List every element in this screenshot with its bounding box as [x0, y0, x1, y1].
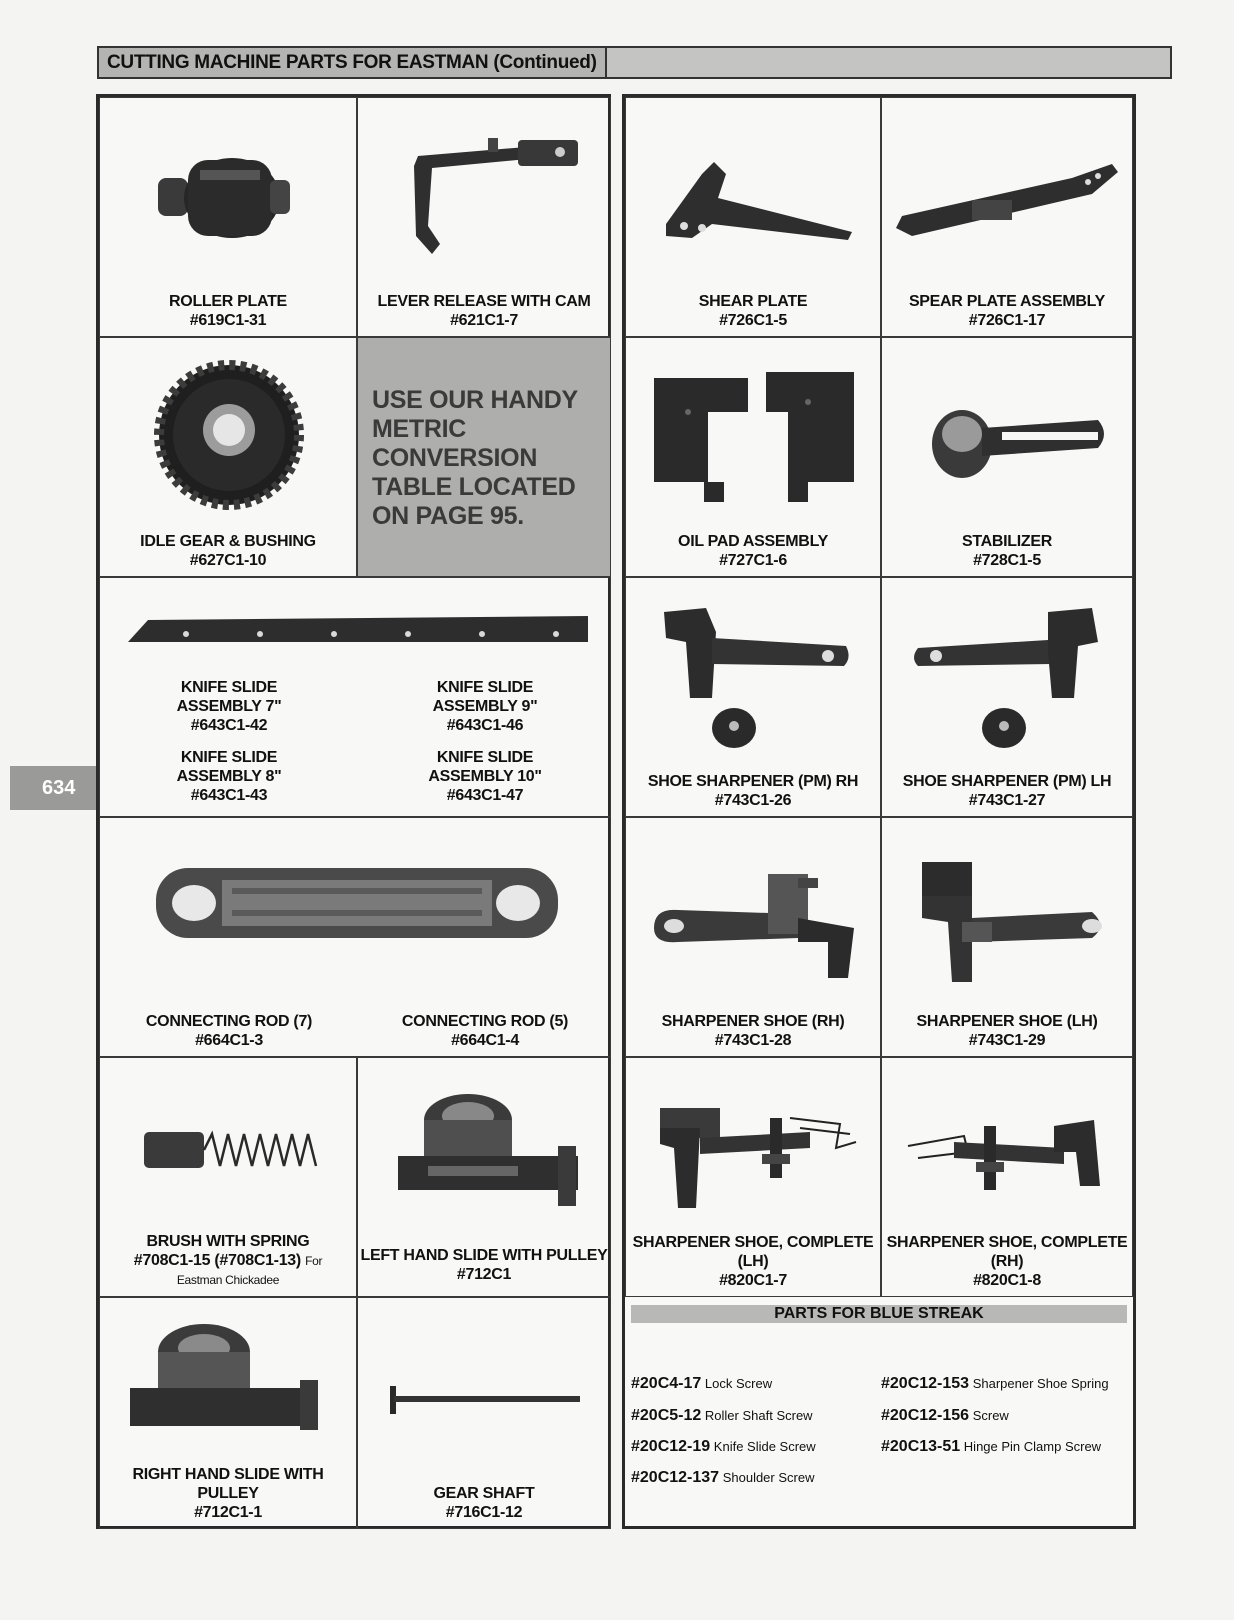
header-banner	[97, 46, 1172, 79]
gear-shaft-image	[386, 1378, 586, 1418]
shoe-pm-lh-label: SHOE SHARPENER (PM) LH #743C1-27	[902, 773, 1112, 809]
shoe-pm-rh-image	[656, 602, 856, 752]
knife-slide-10-label: KNIFE SLIDE ASSEMBLY 10" #643C1-47	[428, 749, 542, 804]
idle-gear-image	[154, 360, 304, 510]
sharpener-complete-lh-label: SHARPENER SHOE, COMPLETE (LH) #820C1-7	[632, 1234, 874, 1289]
lever-release-image	[388, 136, 588, 261]
part-left-slide	[357, 1057, 611, 1297]
sharpener-shoe-rh-label: SHARPENER SHOE (RH) #743C1-28	[661, 1013, 845, 1049]
page-number: 634	[10, 766, 96, 810]
part-idle-gear	[99, 337, 357, 577]
sharpener-complete-rh-image	[904, 1106, 1114, 1216]
connecting-rod-5-label: CONNECTING ROD (5) #664C1-4	[401, 1013, 569, 1049]
blue-streak-item: #20C12-19 Knife Slide Screw	[631, 1438, 816, 1455]
sharpener-complete-lh-image	[650, 1098, 860, 1218]
left-slide-label: LEFT HAND SLIDE WITH PULLEY #712C1	[360, 1247, 608, 1283]
idle-gear-label: IDLE GEAR & BUSHING #627C1-10	[140, 533, 316, 569]
brush-spring-image	[140, 1126, 330, 1176]
spear-plate-image	[892, 158, 1122, 238]
blue-streak-item: #20C12-137 Shoulder Screw	[631, 1469, 815, 1486]
part-sharpener-complete-rh	[881, 1057, 1133, 1297]
right-parts-panel	[622, 94, 1136, 1529]
gear-shaft-label: GEAR SHAFT #716C1-12	[433, 1485, 535, 1521]
part-gear-shaft	[357, 1297, 611, 1529]
blue-streak-title: PARTS FOR BLUE STREAK	[631, 1305, 1127, 1323]
connecting-rod-7-label: CONNECTING ROD (7) #664C1-3	[145, 1013, 313, 1049]
part-sharpener-complete-lh	[625, 1057, 881, 1297]
sharpener-shoe-lh-image	[912, 852, 1122, 992]
blue-streak-item: #20C12-153 Sharpener Shoe Spring	[881, 1375, 1109, 1392]
shear-plate-label: SHEAR PLATE #726C1-5	[698, 293, 808, 329]
spear-plate-label: SPEAR PLATE ASSEMBLY #726C1-17	[908, 293, 1106, 329]
left-slide-image	[388, 1086, 588, 1216]
part-roller-plate	[99, 97, 357, 337]
part-sharpener-shoe-rh	[625, 817, 881, 1057]
blue-streak-section	[625, 1297, 1133, 1529]
shoe-pm-rh-label: SHOE SHARPENER (PM) RH #743C1-26	[647, 773, 859, 809]
part-connecting-rods	[99, 817, 611, 1057]
part-lever-release	[357, 97, 611, 337]
left-parts-panel	[96, 94, 611, 1529]
stabilizer-label: STABILIZER #728C1-5	[961, 533, 1053, 569]
part-oil-pad	[625, 337, 881, 577]
blue-streak-item: #20C4-17 Lock Screw	[631, 1375, 773, 1392]
stabilizer-image	[922, 394, 1112, 494]
sharpener-complete-rh-label: SHARPENER SHOE, COMPLETE (RH) #820C1-8	[886, 1234, 1128, 1289]
oil-pad-label: OIL PAD ASSEMBLY #727C1-6	[678, 533, 828, 569]
knife-slide-8-label: KNIFE SLIDE ASSEMBLY 8" #643C1-43	[176, 749, 282, 804]
knife-slide-7-label: KNIFE SLIDE ASSEMBLY 7" #643C1-42	[176, 679, 282, 734]
part-shear-plate	[625, 97, 881, 337]
page-title: CUTTING MACHINE PARTS FOR EASTMAN (Continued)	[99, 48, 607, 77]
lever-release-label: LEVER RELEASE WITH CAM #621C1-7	[377, 293, 591, 329]
right-slide-label: RIGHT HAND SLIDE WITH PULLEY #712C1-1	[132, 1466, 324, 1521]
roller-plate-label: ROLLER PLATE #619C1-31	[169, 293, 287, 329]
part-spear-plate	[881, 97, 1133, 337]
right-slide-image	[126, 1316, 326, 1446]
sharpener-shoe-lh-label: SHARPENER SHOE (LH) #743C1-29	[916, 1013, 1098, 1049]
connecting-rod-image	[152, 858, 562, 948]
part-brush-spring	[99, 1057, 357, 1297]
oil-pad-image	[648, 372, 858, 512]
metric-note-text: USE OUR HANDY METRIC CONVERSION TABLE LOCATED ON PAGE 95.	[372, 386, 578, 530]
part-right-slide	[99, 1297, 357, 1529]
part-knife-slides	[99, 577, 611, 817]
part-shoe-pm-lh	[881, 577, 1133, 817]
blue-streak-item: #20C13-51 Hinge Pin Clamp Screw	[881, 1438, 1102, 1455]
knife-slide-image	[118, 612, 598, 652]
blue-streak-item: #20C12-156 Screw	[881, 1407, 1009, 1424]
roller-plate-image	[150, 148, 300, 248]
knife-slide-9-label: KNIFE SLIDE ASSEMBLY 9" #643C1-46	[432, 679, 538, 734]
brush-spring-label: BRUSH WITH SPRING #708C1-15 (#708C1-13) For Eastman Chickadee	[133, 1233, 323, 1287]
sharpener-shoe-rh-image	[648, 858, 858, 988]
part-shoe-pm-rh	[625, 577, 881, 817]
part-stabilizer	[881, 337, 1133, 577]
metric-conversion-note	[357, 337, 611, 577]
blue-streak-item: #20C5-12 Roller Shaft Screw	[631, 1407, 813, 1424]
shoe-pm-lh-image	[908, 602, 1108, 752]
shear-plate-image	[652, 154, 862, 244]
part-sharpener-shoe-lh	[881, 817, 1133, 1057]
